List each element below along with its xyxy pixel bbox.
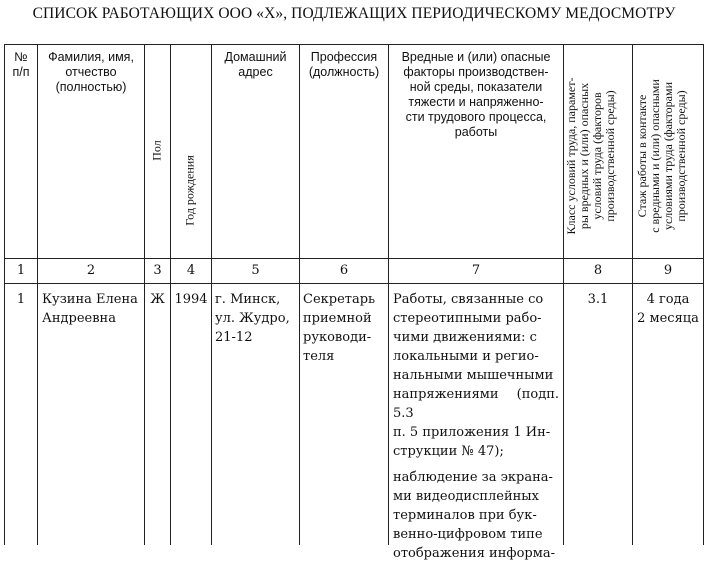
cell-line: Кузина Елена bbox=[42, 292, 138, 307]
header-work-class bbox=[565, 56, 629, 256]
column-divider bbox=[211, 44, 212, 545]
table-border bbox=[4, 44, 704, 45]
cell-line: г. Минск, bbox=[215, 292, 281, 307]
cell-line: чими движениями: с bbox=[393, 330, 537, 345]
header-profession bbox=[300, 50, 388, 80]
header-text: (полностью) bbox=[55, 80, 127, 94]
header-text: ной среды, показатели bbox=[409, 80, 543, 94]
cell-line: напряжениями (подп. 5.3 bbox=[393, 387, 559, 421]
header-name bbox=[38, 50, 144, 95]
header-sex: Пол bbox=[149, 140, 164, 161]
header-text: отчество bbox=[65, 65, 117, 79]
cell-line: ул. Жудро, bbox=[215, 311, 290, 326]
header-text: Фамилия, имя, bbox=[48, 50, 134, 64]
header-text: Вредные и (или) опасные bbox=[401, 50, 551, 64]
header-text: сти трудового процесса, bbox=[405, 110, 547, 124]
header-text: (должность) bbox=[308, 65, 380, 79]
header-text: производственной среды) bbox=[603, 90, 617, 222]
cell-line: струкции № 47); bbox=[393, 444, 504, 459]
column-number: 1 bbox=[16, 263, 26, 278]
header-experience bbox=[636, 56, 700, 256]
row-work-class: 3.1 bbox=[587, 292, 609, 307]
header-text: п/п bbox=[12, 65, 30, 79]
cell-line: Секретарь bbox=[303, 292, 376, 307]
header-text: факторы производствен- bbox=[403, 65, 549, 79]
header-text: работы bbox=[454, 125, 498, 139]
header-text: № bbox=[14, 50, 28, 64]
header-text: условиями труда (факторами bbox=[661, 81, 675, 231]
cell-line: приемной bbox=[303, 311, 372, 326]
column-divider bbox=[299, 44, 300, 545]
header-text: Профессия bbox=[310, 50, 378, 64]
cell-line: нальными мышечными bbox=[393, 368, 554, 383]
header-text: ры вредных и (или) опасных bbox=[577, 82, 591, 230]
row-factors bbox=[393, 290, 559, 563]
cell-line: 21-12 bbox=[215, 330, 253, 345]
cell-line: п. 5 приложения 1 Ин- bbox=[393, 425, 551, 440]
column-number: 7 bbox=[471, 263, 481, 278]
column-number: 4 bbox=[186, 263, 196, 278]
cell-line: 2 месяца bbox=[637, 311, 699, 326]
employees-table bbox=[4, 44, 704, 561]
column-number: 3 bbox=[153, 263, 162, 278]
header-text: тяжести и напряженно- bbox=[408, 95, 544, 109]
cell-line: стереотипными рабо- bbox=[393, 311, 542, 326]
cell-line: венно-цифровом типе bbox=[393, 527, 543, 542]
row-num: 1 bbox=[16, 292, 26, 307]
header-text: Класс условий труда, парамет- bbox=[564, 77, 578, 235]
row-address bbox=[215, 290, 297, 347]
header-text: адрес bbox=[238, 65, 273, 79]
cell-line: теля bbox=[303, 349, 335, 364]
row-experience bbox=[633, 290, 703, 328]
header-text: производственной среды) bbox=[674, 90, 688, 222]
header-text: Стаж работы в контакте bbox=[635, 94, 649, 218]
row-profession bbox=[303, 290, 385, 366]
column-number: 2 bbox=[86, 263, 96, 278]
header-birth-year: Год рождения bbox=[182, 155, 197, 226]
row-divider bbox=[4, 283, 704, 284]
header-text: с вредными и (или) опасными bbox=[648, 79, 662, 233]
cell-line: Работы, связанные со bbox=[393, 292, 544, 307]
table-border bbox=[703, 44, 704, 545]
column-number: 9 bbox=[663, 263, 673, 278]
column-divider bbox=[37, 44, 38, 545]
header-text: Домашний bbox=[224, 50, 287, 64]
header-factors bbox=[389, 50, 563, 140]
cell-line: Андреевна bbox=[42, 311, 116, 326]
column-number: 5 bbox=[251, 263, 260, 278]
row-divider bbox=[4, 258, 704, 259]
cell-line: терминалов при бук- bbox=[393, 508, 537, 523]
cell-line: 4 года bbox=[646, 292, 690, 307]
header-num bbox=[5, 50, 37, 80]
header-text: условий труда (факторов bbox=[590, 92, 604, 220]
cell-line: отображения информа- bbox=[393, 546, 555, 561]
cell-line: наблюдение за экрана- bbox=[393, 470, 553, 485]
row-birth-year: 1994 bbox=[174, 292, 208, 307]
header-address bbox=[212, 50, 299, 80]
row-name bbox=[42, 290, 142, 328]
paragraph-gap bbox=[393, 461, 559, 468]
cell-line: локальными и регио- bbox=[393, 349, 539, 364]
document-title: СПИСОК РАБОТАЮЩИХ ООО «Х», ПОДЛЕЖАЩИХ ПЕРИОДИЧЕСКОМУ МЕДОСМОТРУ bbox=[32, 5, 676, 22]
row-sex: Ж bbox=[150, 292, 165, 307]
cell-line: ми видеодисплейных bbox=[393, 489, 539, 504]
column-number: 8 bbox=[593, 263, 603, 278]
cell-line: руководи- bbox=[303, 330, 372, 345]
column-number: 6 bbox=[339, 263, 349, 278]
